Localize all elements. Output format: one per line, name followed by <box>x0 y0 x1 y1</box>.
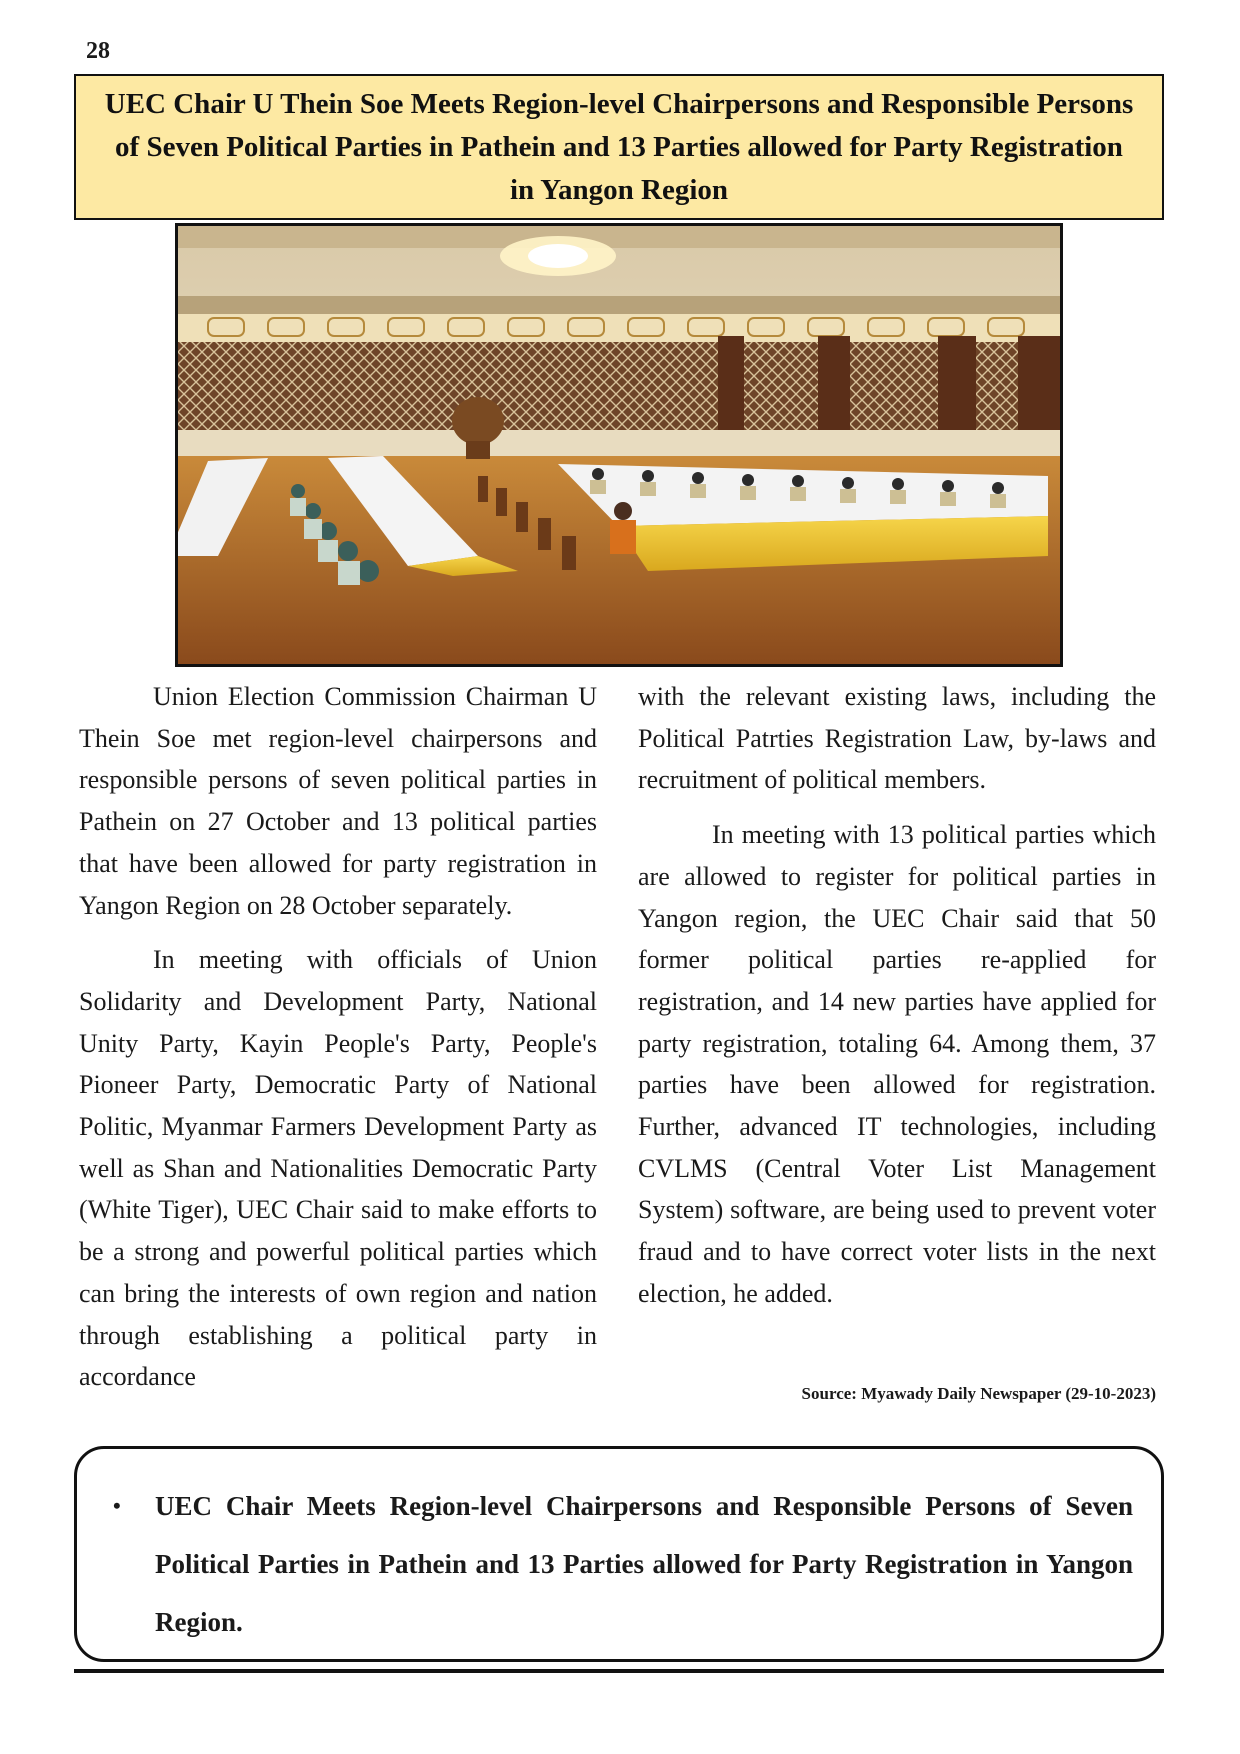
bullet-icon: • <box>113 1493 121 1518</box>
meeting-hall-photo <box>175 223 1063 667</box>
article-column-left <box>79 676 597 1411</box>
article-column-right <box>638 676 1156 1328</box>
summary-box <box>74 1446 1164 1662</box>
summary-list <box>113 1477 1133 1651</box>
page-number: 28 <box>86 38 110 64</box>
article-title-box <box>74 74 1164 220</box>
article-paragraph: In meeting with 13 political parties which are allowed to register for political parties in Yangon region, the UEC Chair said that 50 former political parties re-applied for registration, and 14 new parties have applied for party registration, totaling 64. Among them, 37 parties have been allowed for registration. Further, advanced IT technologies, including CVLMS (Central Voter List Management System) software, are being used to prevent voter fraud and to have correct voter lists in the next election, he added. <box>638 820 1156 1308</box>
article-paragraph: with the relevant existing laws, including the Political Patrties Registration Law, by-laws and recruitment of political members. <box>638 682 1156 795</box>
summary-item <box>113 1477 1133 1651</box>
article-paragraph: In meeting with officials of Union Solidarity and Development Party, National Unity Party, Kayin People's Party, People's Pioneer Party, Democratic Party of National Politic, Myanmar Farmers Development Party as well as Shan and Nationalities Democratic Party (White Tiger), UEC Chair said to make efforts to be a strong and powerful political parties which can bring the interests of own region and nation through establishing a political party in accordance <box>79 945 597 1392</box>
source-citation: Source: Myawady Daily Newspaper (29-10-2023) <box>801 1384 1156 1403</box>
article-title: UEC Chair U Thein Soe Meets Region-level Chairpersons and Responsible Persons of Seven Political Parties in Pathein and 13 Parties allowed for Party Registration in Yangon Region <box>104 87 1134 206</box>
summary-item-text: UEC Chair Meets Region-level Chairpersons and Responsible Persons of Seven Political Parties in Pathein and 13 Parties allowed for Party Registration in Yangon Region. <box>155 1491 1133 1637</box>
article-paragraph: Union Election Commission Chairman U Thein Soe met region-level chairpersons and responsible persons of seven political parties in Pathein on 27 October and 13 political parties that have been allowed for party registration in Yangon Region on 28 October separately. <box>79 682 597 920</box>
footer-divider <box>74 1669 1164 1673</box>
